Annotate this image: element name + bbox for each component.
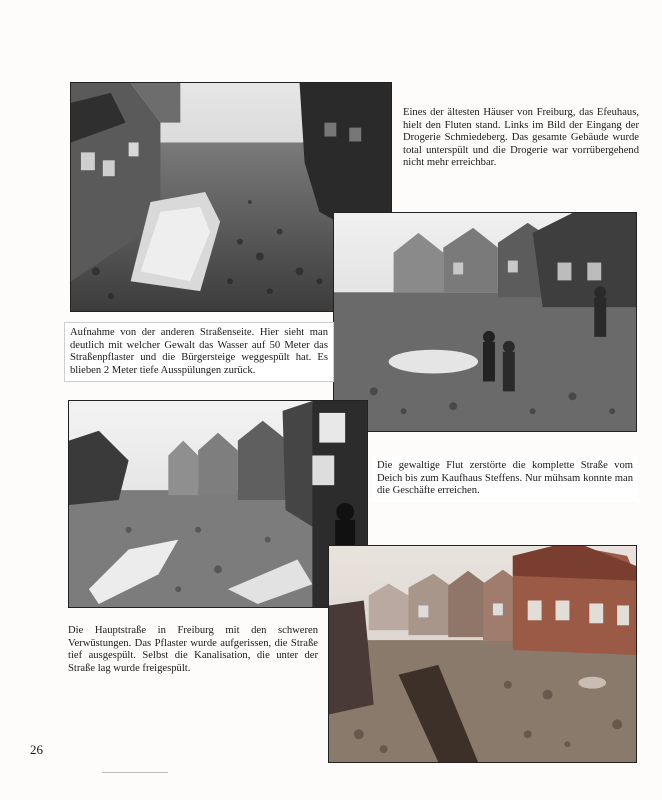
caption-hauptstrasse: Die Hauptstraße in Freiburg mit den schweren Verwüstungen. Das Pflaster wurde aufgerissen, die Straße tief ausgespült. Selbst die Kanalisation, die unter der Straße lag wurde freigespült. [68, 625, 318, 674]
caption-flood: Die gewaltige Flut zerstörte die komplette Straße vom Deich bis zum Kaufhaus Steffens. Nur mühsam konnte man die Geschäfte erreichen. [372, 456, 638, 502]
caption-efeuhaus: Eines der ältesten Häuser von Freiburg, das Efeuhaus, hielt den Fluten stand. Links im Bild der Eingang der Drogerie Schmiedeberg. Das gesamte Gebäude wurde total unterspült und die Drogerie war vorrübergehend nicht mehr erreichbar. [403, 107, 639, 169]
caption-other-side: Aufnahme von der anderen Straßenseite. Hier sieht man deutlich mit welcher Gewalt das Wasser auf 50 Meter das Straßenpflaster und die Bürgersteige weggespült hat. Es blieben 2 Meter tiefe Ausspülungen zurück. [64, 322, 334, 382]
page-number: 26 [30, 742, 43, 757]
photo-hauptstrasse-image [329, 546, 636, 762]
photo-efeuhaus-street-image [334, 213, 636, 431]
footer-rule [102, 772, 168, 773]
photo-efeuhaus-street [333, 212, 637, 432]
photo-street-destruction-image [69, 401, 367, 607]
photo-hauptstrasse [328, 545, 637, 763]
photo-street-destruction [68, 400, 368, 608]
